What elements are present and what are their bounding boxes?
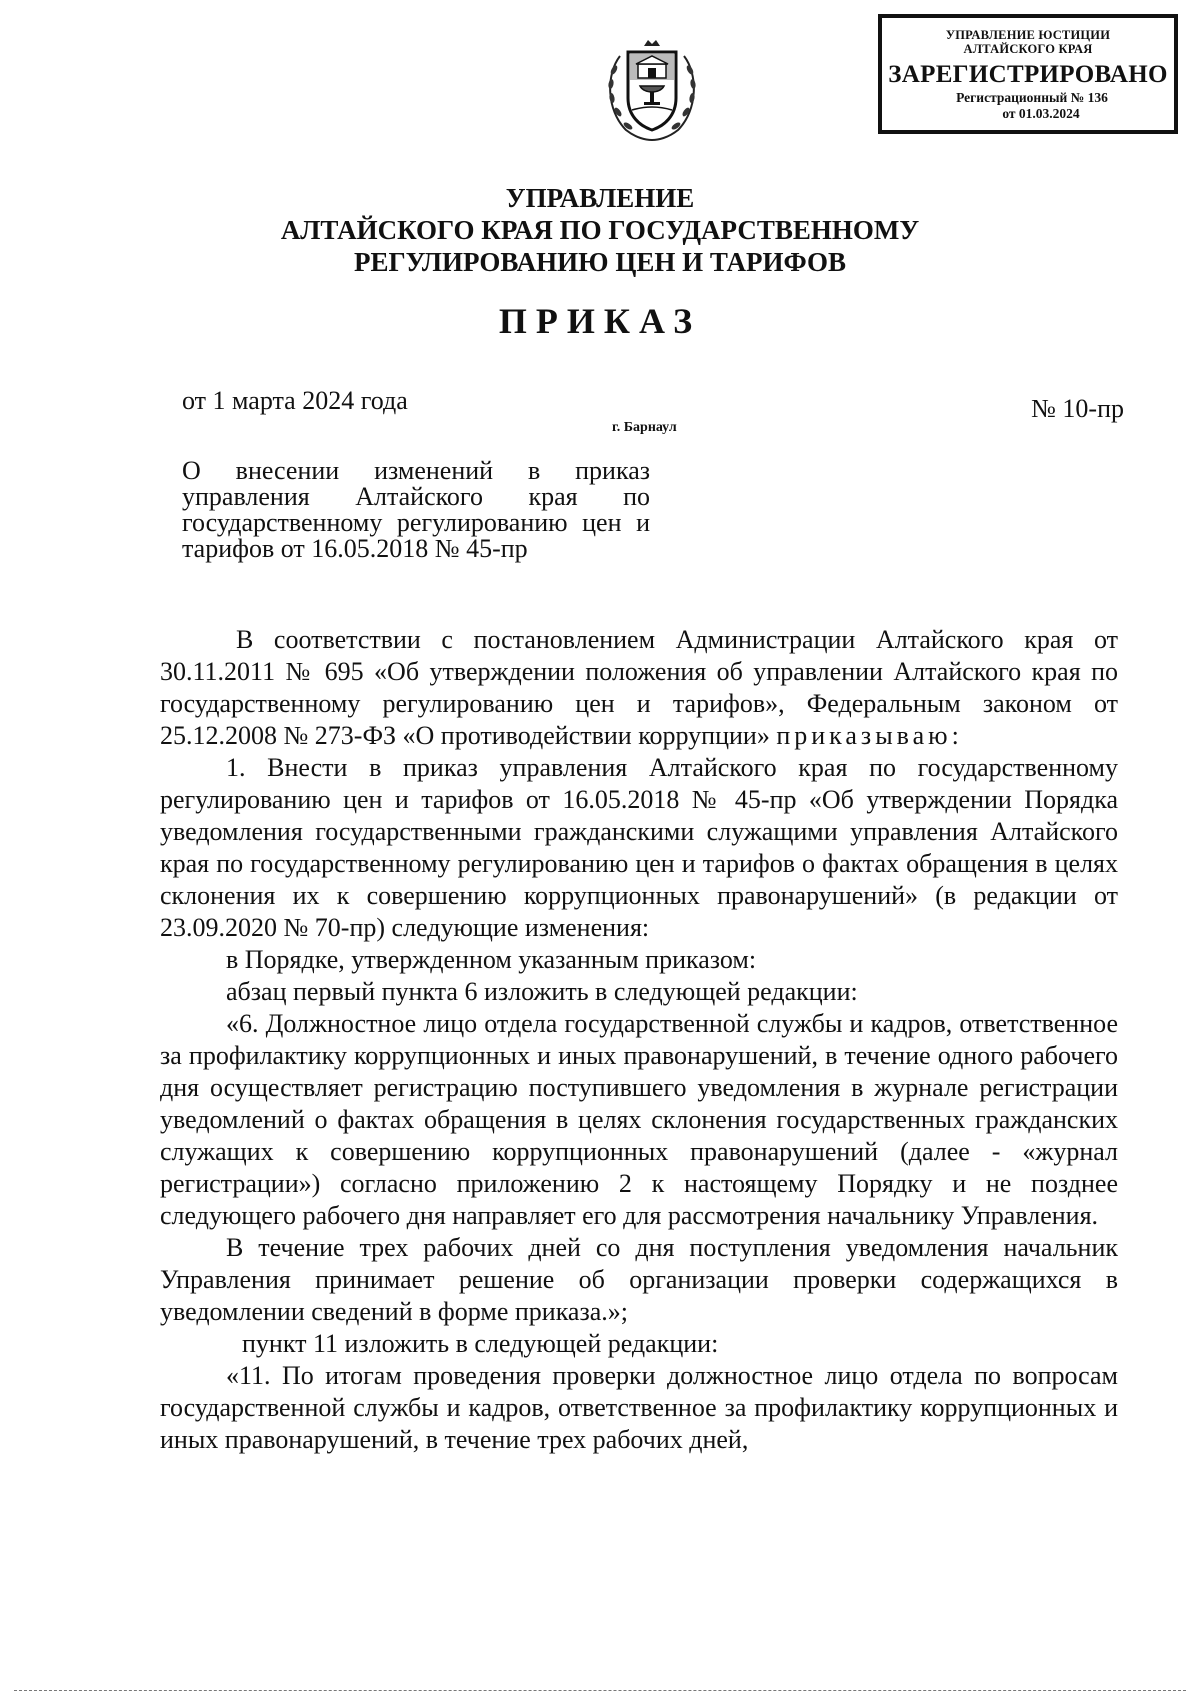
paragraph-clause-11-intro: пункт 11 изложить в следующей редакции: [242,1329,719,1358]
stamp-org-line-2: АЛТАЙСКОГО КРАЯ [963,42,1093,56]
paragraph-clause-11: «11. По итогам проведения проверки должностное лицо отдела по вопросам государственной службы и кадров, ответственное за профилактику коррупционных и иных правонарушений, в течение трех рабочих дней, [160,1361,1118,1454]
stamp-status: ЗАРЕГИСТРИРОВАНО [888,61,1168,88]
paragraph-clause-6-second: В течение трех рабочих дней со дня поступления уведомления начальник Управления принимает решение об организации проверки содержащихся в уведомлении сведений в форме приказа.»; [160,1233,1118,1326]
preamble-text: В соответствии с постановлением Администрации Алтайского края от 30.11.2011 № 695 «Об утверждении положения об управлении Алтайского края по государственному регулированию цен и тарифов», Федеральным законом от 25.12.2008 № 273-ФЗ «О противодействии коррупции» [160,625,1118,750]
registration-stamp [878,14,1178,134]
paragraph-clause-6: «6. Должностное лицо отдела государственной службы и кадров, ответственное за профилактику коррупционных и иных правонарушений, в течение одного рабочего дня осуществляет регистрацию поступившего уведомления в журнале регистрации уведомлений о фактах обращения в целях склонения государственных гражданских служащих к совершению коррупционных правонарушений (далее - «журнал регистрации») согласно приложению 2 к настоящему Порядку и не позднее следующего рабочего дня направляет его для рассмотрения начальнику Управления. [160,1009,1118,1230]
document-subject: О внесении изменений в приказ управления Алтайского края по государственному регулированию цен и тарифов от 16.05.2018 № 45-пр [182,456,650,563]
altai-krai-coat-of-arms-icon [600,34,704,146]
authority-line-2: АЛТАЙСКОГО КРАЯ ПО ГОСУДАРСТВЕННОМУ [280,215,920,245]
document-date: от 1 марта 2024 года [182,386,408,415]
authority-line-1: УПРАВЛЕНИЕ [505,183,695,213]
paragraph-preamble [160,624,1118,752]
stamp-reg-date: от 01.03.2024 [1002,106,1080,121]
document-city: г. Барнаул [612,420,677,435]
document-body [160,624,1118,1456]
order-directive: приказываю: [776,721,963,750]
paragraph-scope: в Порядке, утвержденном указанным приказом: [226,945,757,974]
stamp-org-line-1: УПРАВЛЕНИЕ ЮСТИЦИИ [945,28,1111,42]
page-bottom-divider [14,1690,1186,1691]
stamp-reg-number: Регистрационный № 136 [956,90,1108,105]
authority-line-3: РЕГУЛИРОВАНИЮ ЦЕН И ТАРИФОВ [353,247,847,277]
document-type-title: ПРИКАЗ [498,301,702,341]
document-number: № 10-пр [1031,394,1124,423]
issuing-authority [0,182,1200,278]
paragraph-clause-6-intro: абзац первый пункта 6 изложить в следующей редакции: [226,977,858,1006]
paragraph-item-1: 1. Внести в приказ управления Алтайского края по государственному регулированию цен и тарифов от 16.05.2018 № 45-пр «Об утверждении Порядка уведомления государственными гражданскими служащими управления Алтайского края по государственному регулированию цен и тарифов о фактах обращения в целях склонения их к совершению коррупционных правонарушений» (в редакции от 23.09.2020 № 70-пр) следующие изменения: [160,753,1118,942]
